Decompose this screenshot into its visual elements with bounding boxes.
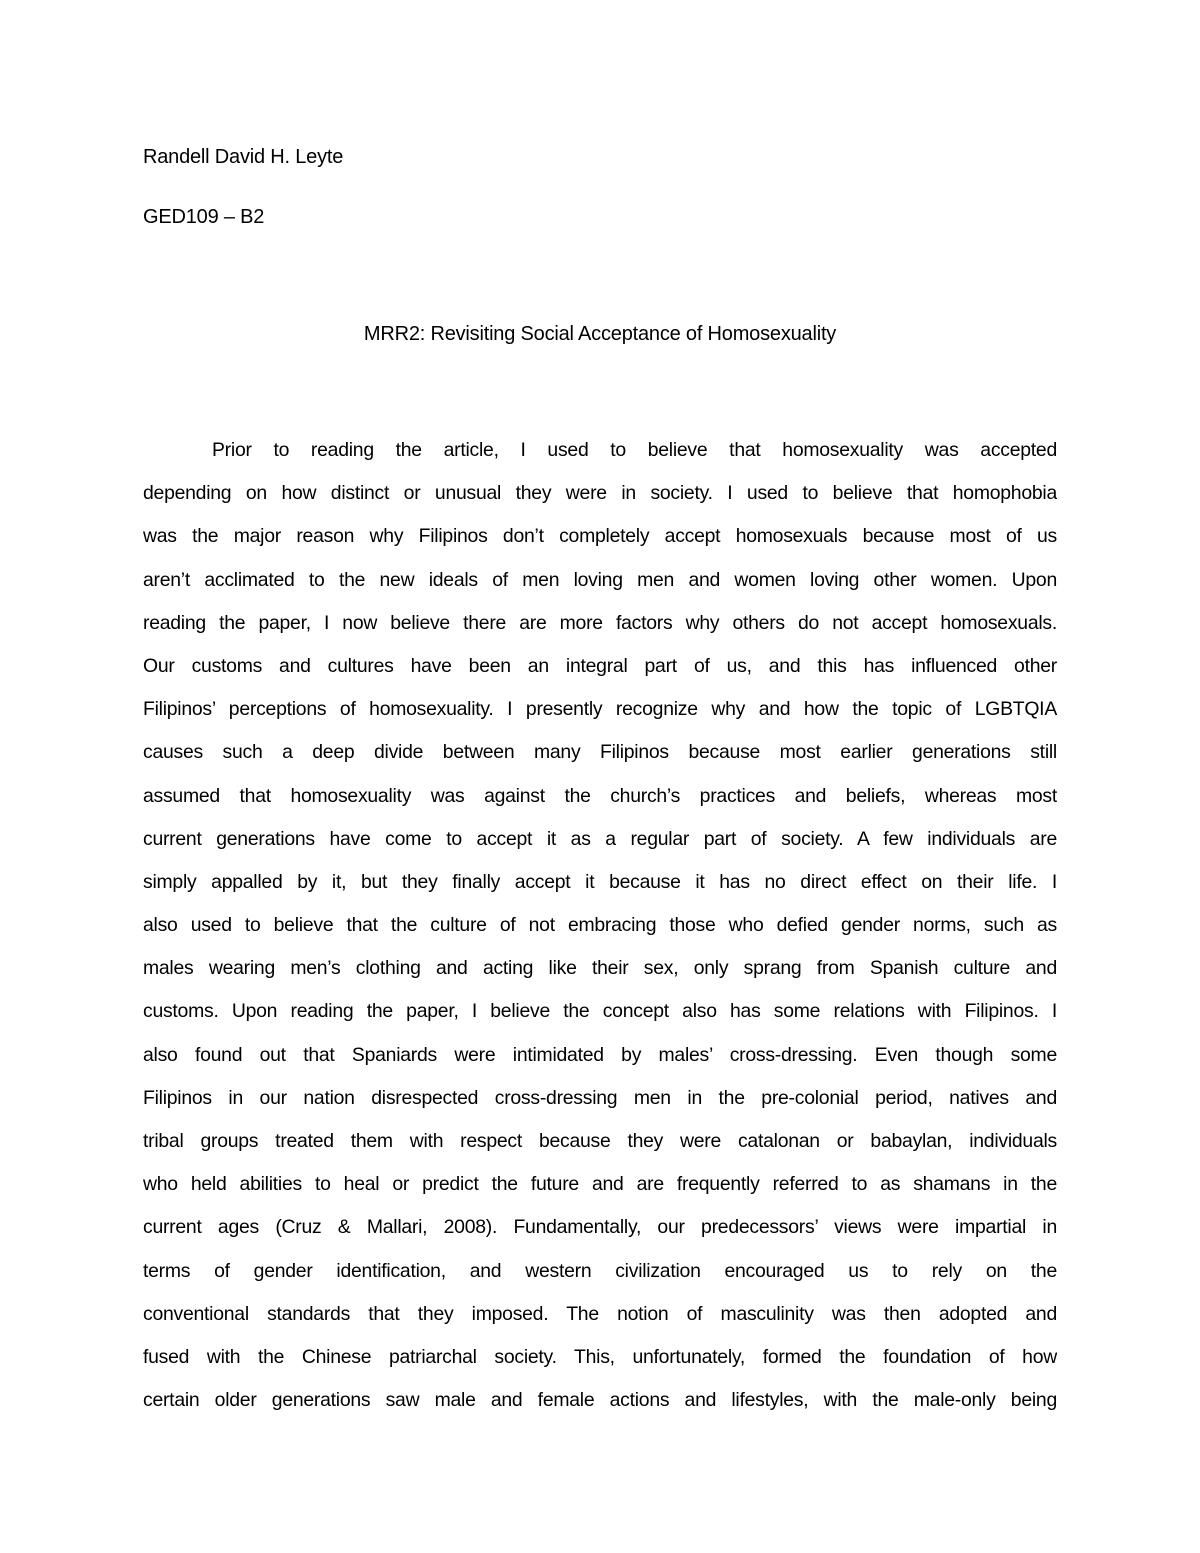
paragraph-line: simply appalled by it, but they finally accept it because it has no direct effect on their life. I <box>143 870 1057 893</box>
paragraph-line: current ages (Cruz & Mallari, 2008). Fundamentally, our predecessors’ views were impartial in <box>143 1216 1057 1239</box>
paragraph-line: terms of gender identification, and western civilization encouraged us to rely on the <box>143 1259 1057 1282</box>
paragraph-line: fused with the Chinese patriarchal society. This, unfortunately, formed the foundation of how <box>143 1345 1057 1368</box>
paragraph-line: assumed that homosexuality was against the church’s practices and beliefs, whereas most <box>143 784 1057 807</box>
paragraph-line: Filipinos’ perceptions of homosexuality. I presently recognize why and how the topic of LGBTQIA <box>143 698 1057 721</box>
page-title: MRR2: Revisiting Social Acceptance of Homosexuality <box>363 323 837 345</box>
essay-paragraph <box>143 436 1057 1429</box>
paragraph-line: also used to believe that the culture of not embracing those who defied gender norms, such as <box>143 914 1057 937</box>
paragraph-line: Prior to reading the article, I used to believe that homosexuality was accepted <box>212 439 1057 461</box>
paragraph-line: depending on how distinct or unusual they were in society. I used to believe that homophobia <box>143 482 1057 505</box>
paragraph-line: Filipinos in our nation disrespected cross-dressing men in the pre-colonial period, natives and <box>143 1086 1057 1109</box>
paragraph-line: tribal groups treated them with respect because they were catalonan or babaylan, individuals <box>143 1130 1057 1152</box>
paragraph-line: also found out that Spaniards were intimidated by males’ cross-dressing. Even though some <box>143 1043 1057 1066</box>
paragraph-line: certain older generations saw male and female actions and lifestyles, with the male-only being <box>143 1389 1057 1412</box>
paragraph-line: conventional standards that they imposed. The notion of masculinity was then adopted and <box>143 1302 1057 1325</box>
paragraph-line: aren’t acclimated to the new ideals of men loving men and women loving other women. Upon <box>143 568 1057 591</box>
paragraph-line: reading the paper, I now believe there are more factors why others do not accept homosexuals. <box>143 611 1057 634</box>
paragraph-line: customs. Upon reading the paper, I believe the concept also has some relations with Filipinos. I <box>143 1000 1057 1023</box>
paragraph-line: Our customs and cultures have been an integral part of us, and this has influenced other <box>143 654 1057 677</box>
paragraph-line: current generations have come to accept it as a regular part of society. A few individuals are <box>143 827 1057 850</box>
paragraph-line: causes such a deep divide between many Filipinos because most earlier generations still <box>143 741 1057 764</box>
author-name: Randell David H. Leyte <box>143 146 344 168</box>
paragraph-line: was the major reason why Filipinos don’t completely accept homosexuals because most of us <box>143 525 1057 548</box>
course-code: GED109 – B2 <box>143 206 265 228</box>
paragraph-line: who held abilities to heal or predict the future and are frequently referred to as shamans in the <box>143 1173 1057 1196</box>
paragraph-line: males wearing men’s clothing and acting like their sex, only sprang from Spanish culture and <box>143 957 1057 980</box>
